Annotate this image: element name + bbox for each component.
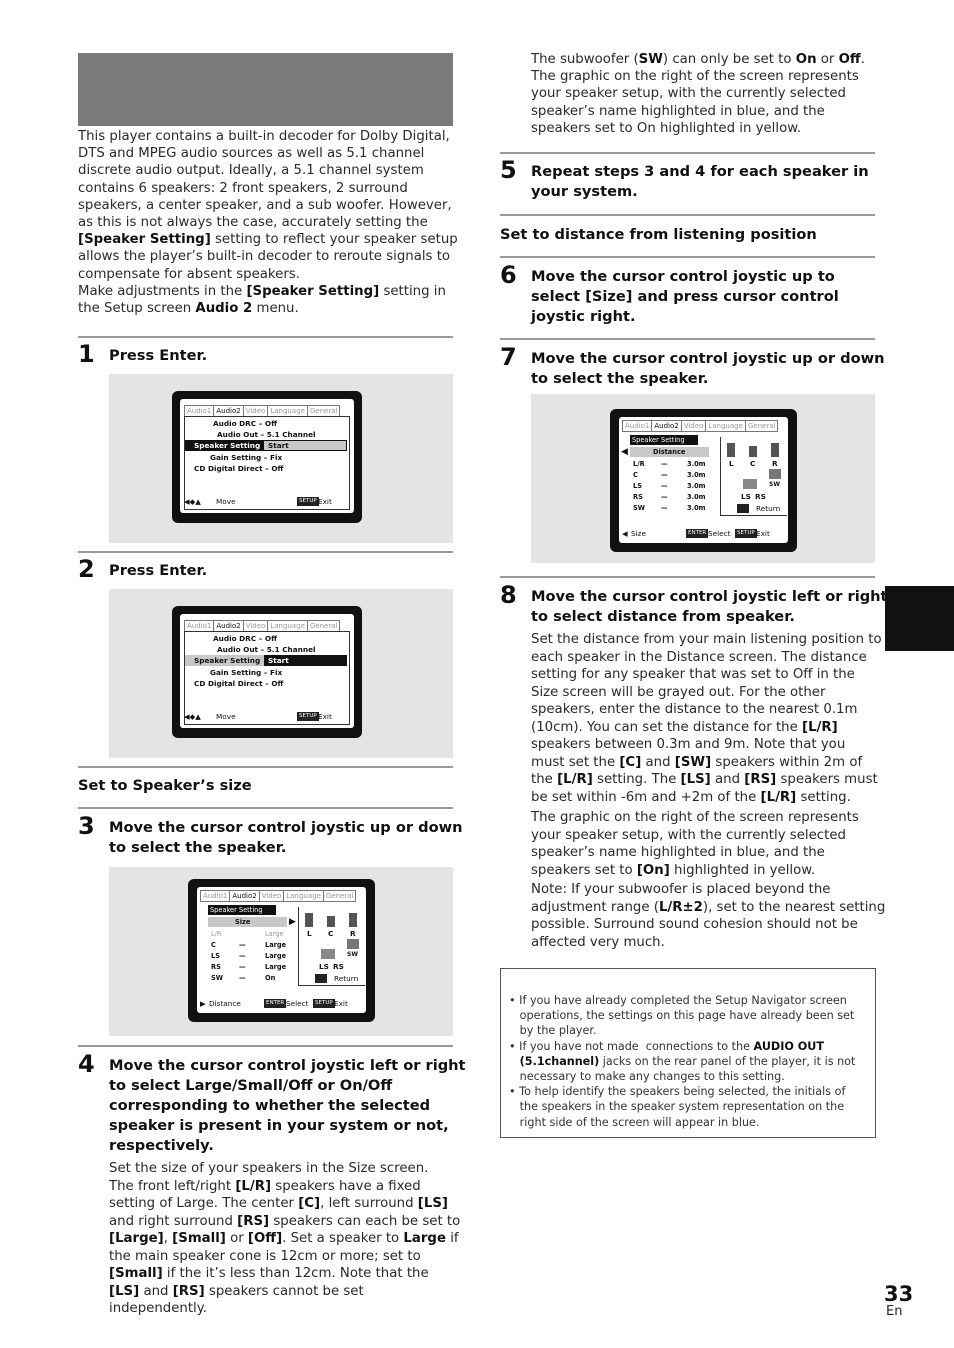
speaker-label-l: L [307,929,312,938]
speaker-label-sw: SW [769,481,780,488]
speaker-value[interactable]: Large [265,930,284,938]
joystick-icon: ◀◆▲ [184,712,201,721]
section-heading: Set to distance from listening position [500,226,817,243]
text-line: your speaker setup, with the currently selected [531,827,846,843]
screen-title: Speaker Setting [632,436,685,444]
note-line: necessary to make any changes to this setting. [509,1070,785,1083]
screenshot-panel [109,867,453,1036]
menu-footer [184,712,348,721]
menu-item: Audio DRC – Off [213,419,277,428]
text-line: speakers between 0.3m and 9m. Note that you [531,737,846,752]
tab-general: General [745,420,779,432]
step-text: Press Enter. [109,562,208,579]
speaker-name: C [633,471,638,479]
enter-key-icon: ENTER [688,530,707,536]
setup-key-icon: SETUP [737,530,755,536]
tab-general: General [307,405,341,417]
step-line: Repeat steps 3 and 4 for each speaker in [531,163,869,180]
text-line: the Setup screen Audio 2 menu. [78,301,299,317]
step-number: 8 [500,581,517,609]
text-line: Size screen will be grayed out. For the other [531,684,826,700]
separator: — [661,493,668,501]
tab-audio2: Audio2 [229,890,259,902]
text-line: independently. [109,1301,207,1316]
text-line: the [L/R] setting. The [LS] and [RS] speakers must [531,772,878,787]
text-line: speakers, a center speaker, and a sub woofer. However, [78,197,452,213]
text-line: affected very much. [531,934,665,950]
speaker-icon [327,916,335,927]
speaker-icon [771,443,779,457]
menu-item: Audio Out – 5.1 Channel [217,430,316,439]
step-body [531,631,881,806]
speaker-label-ls: LS [319,962,329,971]
screenshot-panel [109,374,453,543]
listener-icon [743,479,757,489]
move-label: Move [216,497,236,506]
step-text [531,349,884,389]
speaker-icon [749,446,757,457]
setup-screen [180,614,354,728]
screenshot-panel [109,589,453,758]
exit-label: Exit [318,712,332,721]
step-line: to select Large/Small/Off or On/Off [109,1077,393,1094]
text-line: be set within -6m and +2m of the [L/R] setting. [531,789,851,805]
left-arrow-icon[interactable]: ◀ [622,529,628,538]
text-line: Make adjustments in the [Speaker Setting] setting in [78,283,446,299]
speaker-name: SW [633,504,646,512]
step-number: 4 [78,1050,95,1078]
speaker-diagram [298,907,365,986]
tab-language: Language [267,620,308,632]
divider [500,338,875,340]
tab-general: General [307,620,341,632]
menu-item: CD Digital Direct – Off [194,464,284,473]
text-line: and right surround [RS] speakers can each be set to [109,1213,461,1229]
step-line: speaker is present in your system or not, [109,1117,449,1134]
note-line: the speakers in the speaker system representation on the [509,1100,845,1114]
step-line: Move the cursor control joystic up or down [531,350,885,367]
speaker-value[interactable]: On [265,974,276,982]
text-line: must set the [C] and [SW] speakers within 2m of [531,754,863,770]
text-line: The front left/right [L/R] speakers have a fixed [109,1178,421,1194]
step-line: Move the cursor control joystic left or right [531,588,888,605]
note-line: (5.1channel) jacks on the rear panel of the player, it is not [519,1054,856,1068]
step-text: Press Enter. [109,347,208,364]
tv-frame [188,879,375,1022]
step-line: select [Size] and press cursor control [531,288,839,305]
enter-key-icon: ENTER [266,1000,285,1006]
text-line: speakers, enter the distance to the nearest 0.1m [531,702,858,717]
menu-footer [184,497,348,506]
start-label[interactable]: Start [268,441,289,450]
text-line: allows the player’s built-in decoder to reroute signals to [78,249,451,265]
speaker-label-rs: RS [755,492,766,501]
step-body [109,1160,459,1318]
separator: — [239,952,246,960]
tab-video: Video [681,420,707,432]
speaker-label-c: C [750,459,756,468]
text-line: The graphic on the right of the screen represents [531,69,859,85]
text-line: each speaker in the Distance screen. The distance [531,649,867,665]
step-text [109,1056,466,1156]
separator: — [239,963,246,971]
divider [500,152,875,154]
text-line: as this is not always the case, accurately setting the [78,215,428,231]
tab-video: Video [259,890,285,902]
tab-general: General [323,890,357,902]
speaker-icon [727,443,735,457]
step-number: 7 [500,343,517,371]
step-text: Move the cursor control joystic up or down to select the speaker. [109,819,463,856]
start-label[interactable]: Start [268,656,289,665]
speaker-value[interactable]: 3.0m [687,460,706,468]
intro-text [78,128,458,317]
screen-title: Speaker Setting [210,906,263,914]
sub-title: Size [235,918,251,926]
separator: — [661,482,668,490]
speaker-label-r: R [772,459,778,468]
tab-audio2: Audio2 [651,420,681,432]
speaker-label-c: C [328,929,334,938]
exit-label: Exit [318,497,332,506]
tv-frame [172,606,362,738]
tab-audio1: Audio1 [200,890,230,902]
text-line: [LS] and [RS] speakers cannot be set [109,1283,364,1299]
speaker-icon [305,913,313,927]
page-number: 33 [884,1282,914,1306]
tab-audio1: Audio1 [184,405,214,417]
menu-item-selected[interactable]: Speaker Setting [194,441,261,450]
left-arrow-icon[interactable]: ◀ [621,447,628,457]
divider [500,214,875,216]
text-line: [Speaker Setting] setting to reflect your speaker setup [78,232,458,248]
subwoofer-icon [347,939,359,949]
move-label: Move [216,712,236,721]
screenshot-panel [531,394,875,563]
select-label: Select [708,529,731,538]
text-line: adjustment range (L/R±2), set to the nearest setting [531,899,886,915]
note-line: right side of the screen will appear in blue. [509,1115,760,1129]
step-line: respectively. [109,1137,214,1154]
step-line: your system. [531,183,638,200]
tab-audio1: Audio1 [184,620,214,632]
speaker-value[interactable]: 3.0m [687,482,706,490]
tab-audio1: Audio1 [622,420,652,432]
step-number: 5 [500,156,517,184]
note-line: • If you have not made connections to the AUDIO OUT [509,1039,825,1053]
menu-item: Gain Setting – Fix [210,668,283,677]
step-line: Move the cursor control joystic up to [531,268,835,285]
setup-key-icon: SETUP [299,498,317,504]
divider [78,551,453,553]
listener-icon [321,949,335,959]
speaker-label-ls: LS [741,492,751,501]
speaker-value[interactable]: Large [265,963,287,971]
menu-item-selected: Speaker Setting [194,656,261,665]
separator: — [661,471,668,479]
exit-label: Exit [334,999,348,1008]
text-line: The subwoofer (SW) can only be set to On or Off. [531,52,865,67]
step-line: corresponding to whether the selected [109,1097,431,1114]
language-code: En [886,1304,903,1319]
divider [500,576,875,578]
menu-item: Audio Out – 5.1 Channel [217,645,316,654]
separator: — [661,460,668,468]
menu-item: CD Digital Direct – Off [194,679,284,688]
step-line: to select distance from speaker. [531,608,795,625]
text-line: speakers set to [On] highlighted in yellow. [531,862,816,878]
return-label[interactable]: Return [756,504,781,513]
speaker-name: RS [633,493,643,501]
tab-video: Video [243,405,269,417]
speaker-name: RS [211,963,221,971]
text-line: compensate for absent speakers. [78,266,300,282]
divider [500,256,875,258]
step-line: Move the cursor control joystic left or right [109,1057,466,1074]
step-text [531,162,869,202]
right-arrow-icon[interactable]: ▶ [289,917,296,927]
tv-frame [172,391,362,523]
step-number: 2 [78,555,95,583]
text-line: Note: If your subwoofer is placed beyond the [531,882,831,897]
speaker-name: LS [633,482,642,490]
text-line: setting of Large. The center [C], left surround [LS] [109,1196,448,1211]
step-text [531,267,839,327]
divider [78,807,453,809]
distance-screen [619,417,788,543]
menu-tabs [200,890,355,902]
note-line: operations, the settings on this page have already been set [509,1009,855,1023]
text-line: your speaker setup, with the currently selected [531,86,846,102]
sub-title: Distance [653,448,686,456]
speaker-label-r: R [350,929,356,938]
text-line: contains 6 speakers: 2 front speakers, 2 surround [78,180,408,196]
divider [78,336,453,338]
size-screen [197,887,366,1013]
step-number: 3 [78,812,95,840]
return-icon[interactable] [737,504,749,513]
setup-key-icon: SETUP [299,713,317,719]
tab-language: Language [267,405,308,417]
menu-item: Audio DRC – Off [213,634,277,643]
return-label[interactable]: Return [334,974,359,983]
step-body [531,809,881,879]
speaker-value[interactable]: 3.0m [687,471,706,479]
speaker-value[interactable]: Large [265,952,287,960]
speaker-name: C [211,941,216,949]
separator: — [239,974,246,982]
screen-footer [200,999,364,1008]
left-arrow-icon[interactable]: ▶ [200,999,206,1008]
text-line: discrete audio output. Ideally, a 5.1 channel system [78,163,424,179]
divider [78,766,453,768]
text-line: The graphic on the right of the screen represents [531,810,859,825]
side-tab [885,586,954,651]
separator: — [661,504,668,512]
section-heading: Set to Speaker’s size [78,777,252,794]
tv-frame [610,409,797,552]
speaker-diagram [720,437,787,516]
text-line: speaker’s name highlighted in blue, and the [531,103,825,119]
step-text [531,587,888,627]
select-label: Select [286,999,309,1008]
speaker-name: L/R [633,460,645,468]
text-line: Set the distance from your main listening position to [531,632,882,647]
text-line: This player contains a built-in decoder for Dolby Digital, [78,129,450,144]
exit-label: Exit [756,529,770,538]
note-box [500,968,876,1138]
setup-screen [180,399,354,513]
header-bar [78,53,453,126]
subwoofer-icon [769,469,781,479]
setup-key-icon: SETUP [315,1000,333,1006]
step-number: 6 [500,261,517,289]
speaker-name: SW [211,974,224,982]
size-label[interactable]: Size [631,529,646,538]
speaker-label-sw: SW [347,951,358,958]
speaker-value[interactable]: Large [265,941,287,949]
text-line: possible. Surround sound cohesion should not be [531,917,858,932]
text-line: the main speaker cone is 12cm or more; set to [109,1248,421,1264]
joystick-icon: ◀◆▲ [184,497,201,506]
divider [78,1045,453,1047]
tab-audio2: Audio2 [213,620,243,632]
menu-tabs [622,420,777,432]
return-icon[interactable] [315,974,327,983]
separator: — [239,941,246,949]
subwoofer-text [531,51,881,137]
note-line: by the player. [509,1024,597,1038]
text-line: speakers set to On highlighted in yellow. [531,120,802,136]
text-line: (10cm). You can set the distance for the [L/R] [531,719,838,735]
tab-language: Language [705,420,746,432]
menu-item: Gain Setting – Fix [210,453,283,462]
step-number: 1 [78,340,95,368]
tab-audio2: Audio2 [213,405,243,417]
screen-footer [622,529,786,538]
speaker-label-rs: RS [333,962,344,971]
step-line: joystic right. [531,308,636,325]
tab-language: Language [283,890,324,902]
text-line: speaker’s name highlighted in blue, and the [531,845,825,860]
distance-label[interactable]: Distance [209,999,241,1008]
note-line: • To help identify the speakers being selected, the initials of [509,1085,846,1099]
speaker-name: LS [211,952,220,960]
text-line: setting for any speaker that was set to Off in the [531,667,855,682]
text-line: [Small] if the it’s less than 12cm. Note that the [109,1266,429,1281]
text-line: Set the size of your speakers in the Size screen. [109,1161,429,1176]
speaker-icon [349,913,357,927]
tab-video: Video [243,620,269,632]
speaker-label-l: L [729,459,734,468]
text-line: DTS and MPEG audio sources as well as 5.1 channel [78,146,425,162]
text-line: [Large], [Small] or [Off]. Set a speaker to Large if [109,1231,459,1246]
note-line: • If you have already completed the Setup Navigator screen [509,994,847,1007]
step-line: to select the speaker. [531,370,709,387]
speaker-name: L/R [211,930,222,938]
speaker-value[interactable]: 3.0m [687,493,706,501]
step-body [531,881,886,951]
speaker-value[interactable]: 3.0m [687,504,706,512]
